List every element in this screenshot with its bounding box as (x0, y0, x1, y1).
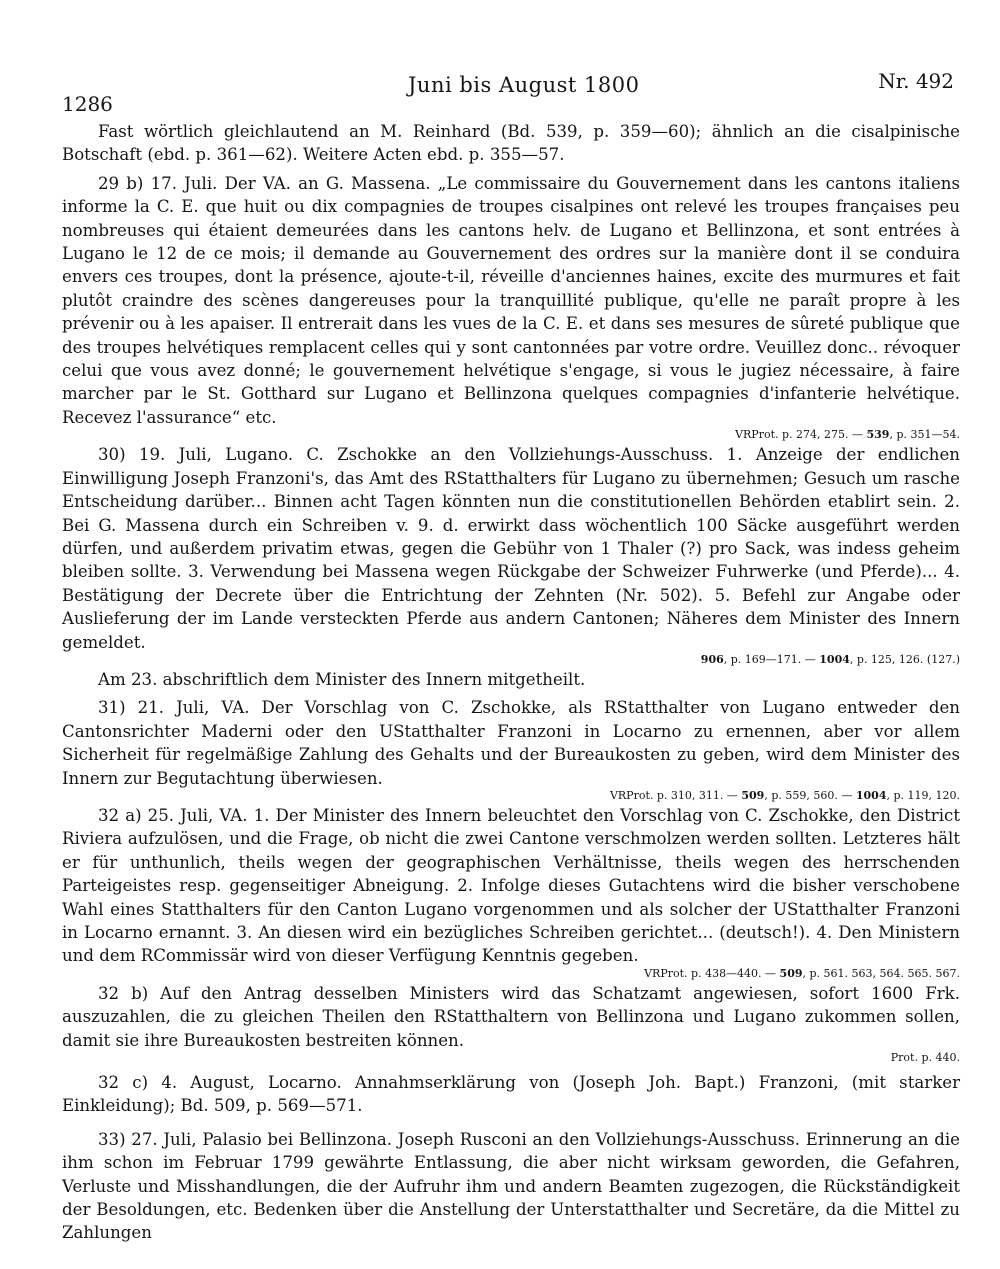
paragraph-intro: Fast wörtlich gleichlautend an M. Reinhard (Bd. 539, p. 359—60); ähnlich an die cisalpinische Botschaft (ebd. p. 361—62). Weitere Acten ebd. p. 355—57. (62, 122, 960, 165)
paragraph-32b: 32 b) Auf den Antrag desselben Ministers wird das Schatzamt angewiesen, sofort 1600 Frk. auszuzahlen, die zu gleichen Theilen den RStatthaltern von Bellinzona und Lugano zukommen sollen, damit sie ihre Bureaukosten bestreiten können. (62, 983, 960, 1050)
paragraph-31: 31) 21. Juli, VA. Der Vorschlag von C. Zschokke, als RStatthalter von Lugano entweder den Cantonsrichter Maderni oder den UStatthalter Franzoni in Locarno zu ernennen, aber vor allem Sicherheit für regelmäßige Zahlung des Gehalts und der Bureaukosten zu geben, wird dem Minister des Innern zur Begutachtung überwiesen. (62, 698, 960, 788)
running-header (62, 0, 960, 120)
source-reference-32b: Prot. p. 440. (890, 1051, 960, 1065)
page-number: 1286 (62, 92, 113, 116)
paragraph-32a: 32 a) 25. Juli, VA. 1. Der Minister des Innern beleuchtet den Vorschlag von C. Zschokke, den District Riviera aufzulösen, und die Frage, ob nicht die zwei Cantone verschmolzen werden sollten. Letzteres hält er für unthunlich, theils wegen der geographischen Verhältnisse, theils wegen des herrschenden Parteigeistes resp. gegenseitiger Abneigung. 2. Infolge dieses Gutachtens wird die bisher verschobene Wahl eines Statthalters für den Canton Lugano vorgenommen und als solcher der UStatthalter Franzoni in Locarno ernannt. 3. An diesen wird ein bezügliches Schreiben gerichtet... (deutsch!). 4. Den Ministern und dem RCommissär wird von dieser Verfügung Kenntnis gegeben. (62, 805, 960, 966)
paragraph-32c: 32 c) 4. August, Locarno. Annahmserklärung von (Joseph Joh. Bapt.) Franzoni, (mit starker Einkleidung); Bd. 509, p. 569—571. (62, 1073, 960, 1116)
paragraph-30: 30) 19. Juli, Lugano. C. Zschokke an den Vollziehungs-Ausschuss. 1. Anzeige der endlichen Einwilligung Joseph Franzoni's, das Amt des RStatthalters für Lugano zu übernehmen; Gesuch um rasche Entscheidung darüber... Binnen acht Tagen könnten nun die constitutionellen Behörden etablirt sein. 2. Bei G. Massena durch ein Schreiben v. 9. d. erwirkt dass wöchentlich 100 Säcke ausgeführt werden dürfen, und außerdem privatim etwas, gegen die Gebühr von 1 Thaler (?) pro Sack, was indess geheim bleiben sollte. 3. Verwendung bei Massena wegen Rückgabe der Schweizer Fuhrwerke (und Pferde)... 4. Bestätigung der Decrete über die Entrichtung der Zehnten (Nr. 502). 5. Befehl zur Angabe oder Auslieferung der im Lande versteckten Pferde aus andern Cantonen; Näheres dem Minister des Innern gemeldet. (62, 445, 960, 652)
body-text (62, 120, 960, 1245)
source-reference-32a: VRProt. p. 438—440. — 509, p. 561. 563, 564. 565. 567. (644, 966, 960, 980)
source-reference-31: VRProt. p. 310, 311. — 509, p. 559, 560. — 1004, p. 119, 120. (609, 788, 960, 802)
source-reference-30: 906, p. 169—171. — 1004, p. 125, 126. (127.) (700, 652, 960, 666)
paragraph-30-note: Am 23. abschriftlich dem Minister des Innern mitgetheilt. (98, 669, 586, 689)
paragraph-33: 33) 27. Juli, Palasio bei Bellinzona. Joseph Rusconi an den Vollziehungs-Ausschuss. Erinnerung an die ihm schon im Februar 1799 gewährte Entlassung, die aber nicht wirksam geworden, die Gefahren, Verluste und Misshandlungen, die der Aufruhr ihm und andern Beamten zugezogen, die Rückständigkeit der Besoldungen, etc. Bedenken über die Anstellung der Unterstatthalter und Secretäre, da die Mittel zu Zahlungen (62, 1129, 960, 1243)
source-reference-29b: VRProt. p. 274, 275. — 539, p. 351—54. (735, 428, 960, 442)
paragraph-29b: 29 b) 17. Juli. Der VA. an G. Massena. „Le commissaire du Gouvernement dans les cantons italiens informe la C. E. que huit ou dix compagnies de troupes cisalpines ont relevé les troupes françaises peu nombreuses qui étaient demeurées dans les cantons helv. de Lugano et Bellinzona, et sont entrées à Lugano le 12 de ce mois; il demande au Gouvernement des ordres sur la manière dont il se conduira envers ces troupes, dont la présence, ajoute-t-il, réveille d'anciennes haines, excite des murmures et fait plutôt craindre des scènes dangereuses pour la tranquillité publique, qu'elle ne paraît propre à les prévenir ou à les apaiser. Il entrerait dans les vues de la C. E. et dans ses mesures de sûreté publique que des troupes helvétiques remplacent celles qui y sont cantonnées par votre ordre. Veuillez donc.. révoquer celui que vous avez donné; le gouvernement helvétique s'engage, si vous le jugiez nécessaire, à faire marcher par le St. Gotthard sur Lugano et Bellinzona quelques compagnies d'infanterie helvétique. Recevez l'assurance“ etc. (62, 173, 960, 427)
running-title: Juni bis August 1800 (408, 73, 640, 97)
document-number: Nr. 492 (878, 69, 954, 93)
